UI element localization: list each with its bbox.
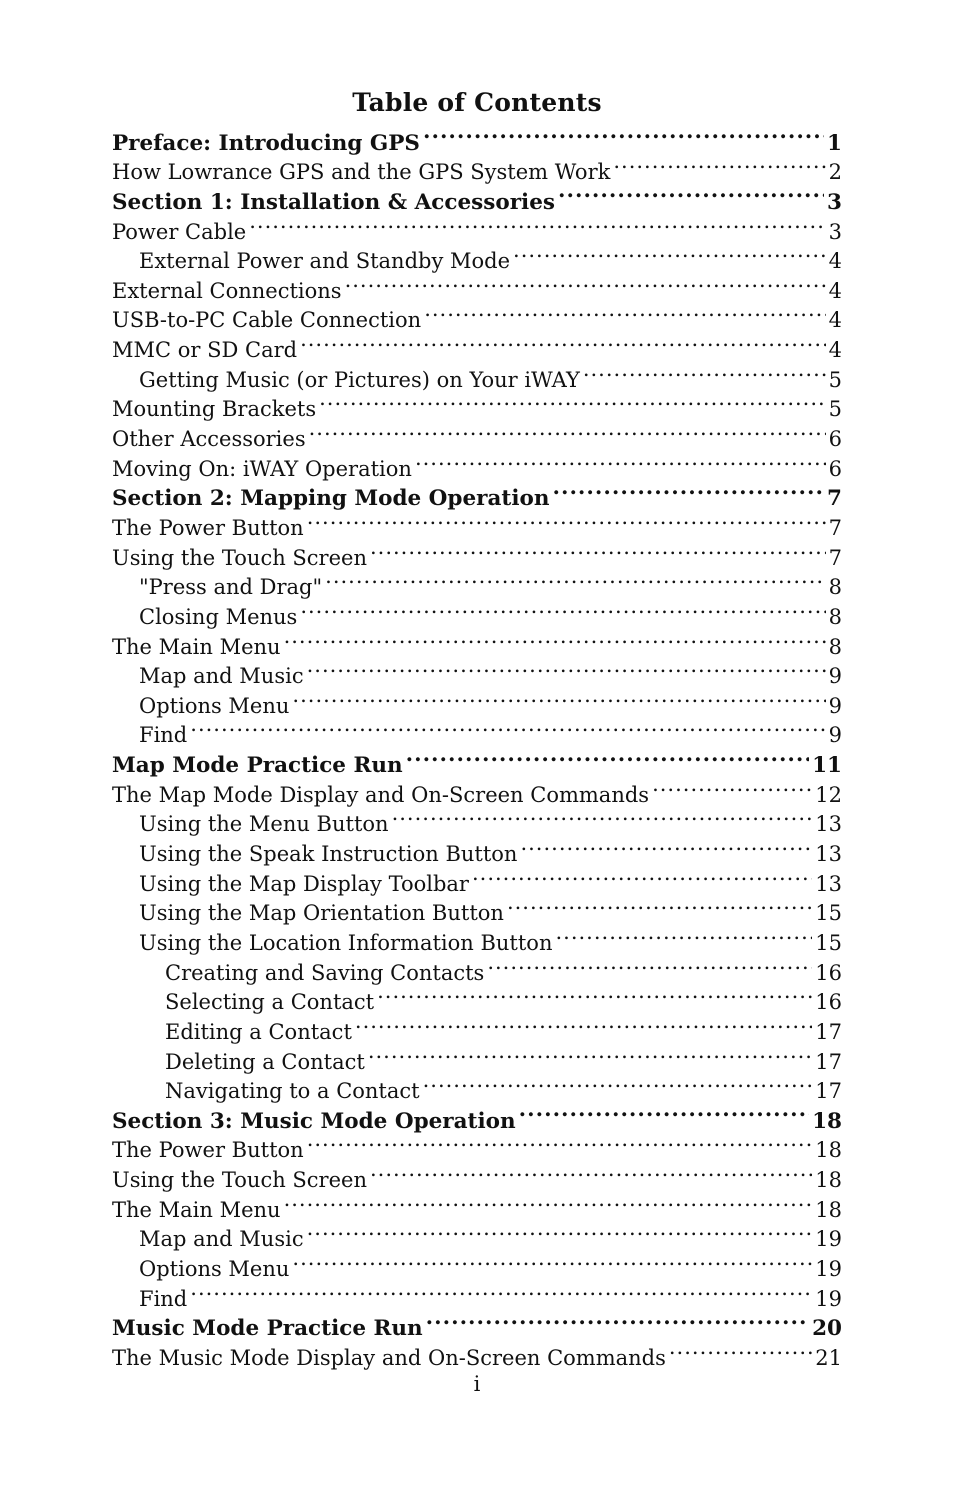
toc-entry-title: Section 2: Mapping Mode Operation [112,486,550,512]
toc-entry-page: 3 [828,219,842,244]
toc-entry-title: The Map Mode Display and On-Screen Commands [112,782,650,807]
toc-entry-title: The Main Menu [112,1197,281,1222]
toc-leader-dots [307,505,826,535]
toc-leader-dots [583,357,826,387]
toc-leader-dots [426,1306,809,1336]
toc-entry-page: 16 [815,990,842,1015]
toc-leader-dots [292,1246,812,1276]
toc-leader-dots [370,1157,812,1187]
toc-entry-page: 19 [815,1227,842,1252]
toc-entry-title: Selecting a Contact [165,990,375,1015]
toc-leader-dots [190,1276,812,1306]
toc-entry-page: 18 [815,1197,842,1222]
page-title: Table of Contents [352,88,602,117]
toc-entry-title: Other Accessories [112,427,306,452]
toc-entry-page: 4 [828,308,842,333]
toc-leader-dots [669,1335,812,1365]
table-of-contents [112,120,842,1370]
toc-leader-dots [424,298,825,328]
toc-entry-page: 7 [828,515,842,540]
toc-entry-title: Creating and Saving Contacts [165,960,485,985]
toc-entry-title: External Power and Standby Mode [139,249,511,274]
toc-entry-title: Section 3: Music Mode Operation [112,1108,516,1134]
toc-entry-title: Getting Music (or Pictures) on Your iWAY [139,367,580,392]
toc-entry-page: 17 [815,1079,842,1104]
toc-leader-dots [190,713,825,743]
toc-entry-page: 20 [812,1316,842,1342]
toc-leader-dots [519,1098,809,1128]
toc-leader-dots [552,476,824,506]
toc-entry-title: Using the Location Information Button [139,930,553,955]
toc-leader-dots [487,950,812,980]
toc-entry-title: USB-to-PC Cable Connection [112,308,422,333]
toc-entry-title: How Lowrance GPS and the GPS System Work [112,160,611,185]
toc-entry-page: 2 [828,160,842,185]
toc-entry-page: 8 [828,604,842,629]
toc-entry-page: 17 [815,1019,842,1044]
toc-entry-page: 19 [815,1256,842,1281]
toc-leader-dots [307,1217,813,1247]
toc-entry-title: Using the Touch Screen [112,1168,367,1193]
toc-entry-title: Moving On: iWAY Operation [112,456,412,481]
toc-leader-dots [307,654,826,684]
toc-entry[interactable] [112,742,842,779]
toc-entry-page: 3 [827,189,842,215]
toc-entry-page: 8 [828,575,842,600]
toc-leader-dots [392,802,813,832]
toc-entry-title: Navigating to a Contact [165,1079,420,1104]
toc-entry-page: 13 [815,842,842,867]
toc-leader-dots [355,1009,812,1039]
toc-entry-page: 13 [815,871,842,896]
toc-entry-page: 5 [828,367,842,392]
toc-entry-page: 19 [815,1286,842,1311]
toc-entry-page: 1 [827,130,842,156]
toc-entry-title: Options Menu [139,1256,290,1281]
toc-entry[interactable] [112,1276,842,1311]
toc-entry-page: 15 [815,901,842,926]
toc-entry-title: Find [139,1286,188,1311]
toc-entry-title: The Music Mode Display and On-Screen Commands [112,1345,666,1370]
toc-leader-dots [345,268,826,298]
toc-entry-title: The Power Button [112,515,304,540]
toc-leader-dots [513,239,826,269]
toc-entry-page: 18 [815,1168,842,1193]
toc-entry-title: "Press and Drag" [139,575,323,600]
page-number: i [473,1372,481,1396]
toc-entry-title: Music Mode Practice Run [112,1316,423,1342]
toc-leader-dots [284,624,826,654]
toc-entry-title: Using the Map Orientation Button [139,901,504,926]
toc-leader-dots [370,535,826,565]
toc-entry-title: Options Menu [139,693,290,718]
toc-leader-dots [300,594,825,624]
toc-leader-dots [423,1069,813,1099]
toc-entry-page: 18 [815,1138,842,1163]
toc-entry-page: 18 [812,1108,842,1134]
toc-entry-title: Closing Menus [139,604,298,629]
toc-entry-page: 6 [828,427,842,452]
toc-leader-dots [652,772,812,802]
toc-leader-dots [300,327,826,357]
toc-entry-title: Map and Music [139,1227,304,1252]
toc-entry[interactable] [112,713,842,748]
toc-entry-title: External Connections [112,278,342,303]
toc-entry-page: 13 [815,812,842,837]
toc-entry-page: 7 [828,545,842,570]
toc-entry-title: Mounting Brackets [112,397,317,422]
toc-entry-page: 21 [815,1345,842,1370]
toc-entry-page: 9 [828,723,842,748]
toc-entry-title: Map and Music [139,664,304,689]
toc-leader-dots [406,742,809,772]
toc-entry-title: Find [139,723,188,748]
toc-entry-page: 16 [815,960,842,985]
toc-leader-dots [415,446,826,476]
toc-entry[interactable] [112,120,842,156]
toc-entry-title: Using the Speak Instruction Button [139,842,518,867]
toc-leader-dots [520,831,812,861]
toc-leader-dots [472,861,812,891]
toc-leader-dots [558,179,824,209]
toc-entry-page: 8 [828,634,842,659]
toc-leader-dots [284,1187,813,1217]
toc-leader-dots [309,416,826,446]
toc-leader-dots [292,683,825,713]
toc-entry-page: 9 [828,693,842,718]
toc-leader-dots [423,120,824,150]
toc-leader-dots [377,980,812,1010]
toc-leader-dots [507,891,812,921]
toc-entry-page: 4 [828,249,842,274]
toc-entry-page: 17 [815,1049,842,1074]
toc-entry-page: 5 [828,397,842,422]
toc-entry-title: Map Mode Practice Run [112,753,403,779]
toc-entry-title: Power Cable [112,219,247,244]
toc-leader-dots [555,920,812,950]
toc-entry-page: 4 [828,338,842,363]
toc-entry-title: Editing a Contact [165,1019,352,1044]
toc-entry-page: 11 [812,753,842,779]
toc-entry-page: 4 [828,278,842,303]
toc-leader-dots [249,209,825,239]
toc-entry-title: MMC or SD Card [112,338,298,363]
toc-entry-page: 9 [828,664,842,689]
toc-entry[interactable] [112,1306,842,1342]
toc-leader-dots [368,1039,812,1069]
toc-entry-title: The Main Menu [112,634,281,659]
toc-leader-dots [307,1128,813,1158]
toc-leader-dots [613,150,825,180]
toc-entry-title: Deleting a Contact [165,1049,365,1074]
toc-entry-page: 6 [828,456,842,481]
toc-entry-title: Section 1: Installation & Accessories [112,189,555,215]
toc-entry-title: Using the Map Display Toolbar [139,871,469,896]
toc-leader-dots [325,565,825,595]
toc-entry-title: Using the Touch Screen [112,545,367,570]
toc-entry-title: The Power Button [112,1138,304,1163]
toc-entry-page: 12 [815,782,842,807]
toc-entry-page: 7 [827,486,842,512]
toc-entry-page: 15 [815,930,842,955]
toc-leader-dots [319,387,826,417]
toc-entry-title: Preface: Introducing GPS [112,130,420,156]
toc-entry-title: Using the Menu Button [139,812,389,837]
